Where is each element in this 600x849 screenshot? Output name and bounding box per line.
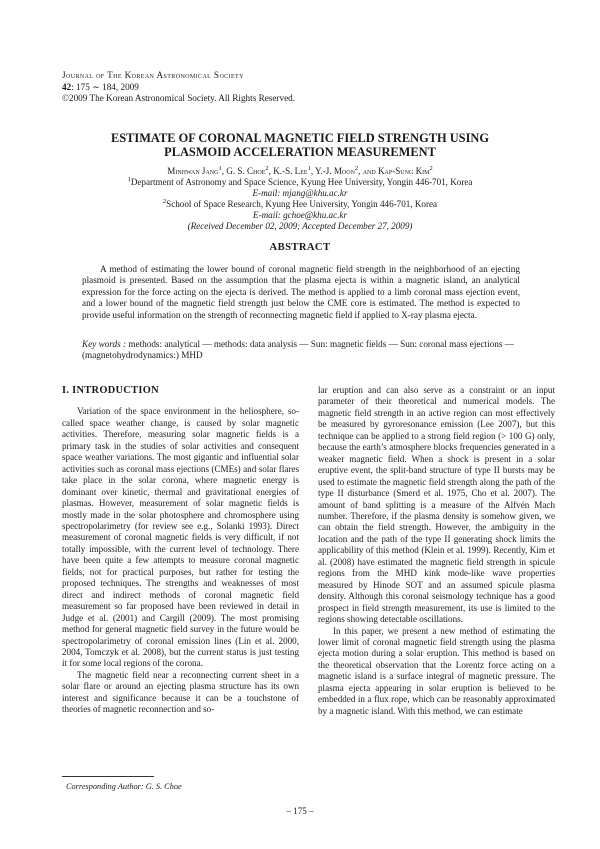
body-paragraph: lar eruption and can also serve as a constraint or an input parameter of their theoretical and numerical models. The magnetic field strength in an active region can most effectively be measured by gyroresonance emission (Lee 2007), but this technique can be applied to a strong field region (> 100 G) only, because the earth’s atmosphere blocks frequencies generated in a weaker magnetic field. When a shock is present in a solar eruptive event, the split-band structure of type II bursts may be used to estimate the magnetic field strength along the path of the type II disturbance (Smerd et al. 1975, Cho et al. 2007). The amount of band splitting is a measure of the Alfvén Mach number. Therefore, if the plasma density is somehow given, we can obtain the field strength. However, the ambiguity in the location and the path of the type II generating shock limits the applicability of this method (Klein et al. 1999). Recently, Kim et al. (2008) have estimated the magnetic field strength in spicule regions from the MHD kink mode-like wave properties measured by Hinode SOT and an assumed spicule plasma density. Although this coronal seismology technique has a good prospect in field strength measurement, its use is limited to the regions showing detectable oscillations.	[318, 385, 555, 625]
author-affiliation-mark: 2	[354, 164, 359, 172]
journal-copyright: ©2009 The Korean Astronomical Society. All Rights Reserved.	[62, 93, 296, 103]
keywords	[82, 339, 520, 362]
author-name: Kap-Sung Kim	[377, 166, 430, 176]
keywords-label: Key words :	[82, 339, 127, 349]
abstract-heading: ABSTRACT	[269, 242, 331, 253]
keywords-text: methods: analytical — methods: data analysis — Sun: magnetic fields — Sun: coronal mass ejections — (magnetohydrodynamics:) MHD	[82, 339, 514, 361]
title-line-2: PLASMOID ACCELERATION MEASUREMENT	[164, 145, 436, 159]
received-dates: (Received December 02, 2009; Accepted December 27, 2009)	[187, 221, 413, 232]
author-affiliation-mark: 1	[218, 164, 222, 172]
affiliation-text: School of Space Research, Kyung Hee University, Yongin 446-701, Korea	[166, 199, 438, 210]
left-column	[62, 385, 299, 716]
abstract-text: A method of estimating the lower bound of coronal magnetic field strength in the neighborhood of an ejecting plasmoid is presented. Based on the assumption that the plasma ejecta is within a magnetic island, an analytical expression for the force acting on the ejecta is derived. The method is applied to a limb coronal mass ejection event, and a lower bound of the magnetic field strength just below the CME core is estimated. The method is expected to provide useful information on the strength of reconnecting magnetic field if applied to X-ray plasma ejecta.	[82, 264, 520, 320]
title-line-1: ESTIMATE OF CORONAL MAGNETIC FIELD STRENGTH USING	[111, 131, 489, 145]
author-name: K.-S. Lee	[273, 166, 308, 176]
author-list: Minhwan Jang$^1$, G. S. Choe$^2$, K.-S. Lee$^1$, Y.-J. Moon$^2$, and Kap-Sung Kim$^2$	[167, 164, 433, 176]
affiliation-1-email: E-mail: mjang@khu.ac.kr	[252, 188, 348, 199]
corresponding-author-footnote: Corresponding Author: G. S. Choe	[66, 782, 182, 791]
affiliation-text: Department of Astronomy and Space Science, Kyung Hee University, Yongin 446-701, Korea	[130, 177, 473, 188]
author-name: Y.-J. Moon	[315, 166, 355, 176]
author-name: G. S. Choe	[226, 166, 266, 176]
body-paragraph: Variation of the space environment in the heliosphere, so-called space weather change, is caused by solar magnetic activities. Therefore, measuring solar magnetic fields is a primary task in the studies of solar activities and consequent space weather variations. The most gigantic and influential solar activities such as coronal mass ejections (CMEs) and solar flares take place in the solar corona, where magnetic energy is dominant over kinetic, thermal and gravitational energies of plasmas. However, measurement of solar magnetic fields is mostly made in the solar photosphere and chromosphere using spectropolarimetry (for review see e.g., Solanki 1993). Direct measurement of coronal magnetic fields is very difficult, if not totally impossible, with the current level of technology. There have been quite a few attempts to measure coronal magnetic fields, not for practical purposes, but rather for testing the proposed techniques. The strengths and weaknesses of most direct and indirect methods of coronal magnetic field measurement so far proposed have been reviewed in detail in Judge et al. (2001) and Cargill (2009). The most promising method for general magnetic field survey in the future would be spectropolarimetry of coronal emission lines (Lin et al. 2000, 2004, Tomczyk et al. 2008), but the current status is just testing it for some local regions of the corona.	[62, 406, 299, 669]
journal-header	[62, 70, 295, 105]
page-number: – 175 –	[286, 806, 314, 816]
affiliation-1	[50, 177, 550, 188]
journal-name: Journal of The Korean Astronomical Society	[62, 70, 244, 80]
journal-pages: : 175 ∼ 184, 2009	[71, 81, 139, 92]
journal-volume: 42	[62, 81, 72, 92]
authors-block	[50, 166, 550, 233]
footnote-rule	[62, 776, 154, 777]
body-paragraph: In this paper, we present a new method of estimating the lower limit of coronal magnetic field strength using the plasma ejecta motion during a solar eruption. This method is based on the theoretical observation that the Lorentz force acting on a magnetic island is a surface integral of magnetic pressure. The plasma ejecta appearing in solar eruption is believed to be embedded in a flux rope, which can be reasonably approximated by a magnetic island. With this method, we can estimate	[318, 625, 555, 716]
section-heading: I. INTRODUCTION	[62, 385, 159, 396]
author-affiliation-mark: 2	[265, 164, 269, 172]
paper-title	[40, 131, 560, 159]
body-paragraph: The magnetic field near a reconnecting current sheet in a solar flare or around an ejecting plasma structure has its own interest and significance because it can be a touchstone of theories of magnetic reconnection and so-	[62, 669, 299, 715]
affiliation-2-email: E-mail: gchoe@khu.ac.kr	[253, 210, 347, 221]
affiliation-mark: 2	[162, 198, 167, 206]
affiliation-2	[50, 199, 550, 210]
author-affiliation-mark: 1	[307, 164, 311, 172]
author-name: Minhwan Jang	[167, 166, 219, 176]
right-column	[318, 385, 555, 717]
author-affiliation-mark: 2	[429, 164, 433, 172]
journal-volume-line	[62, 82, 295, 94]
affiliation-mark: 1	[127, 176, 131, 184]
